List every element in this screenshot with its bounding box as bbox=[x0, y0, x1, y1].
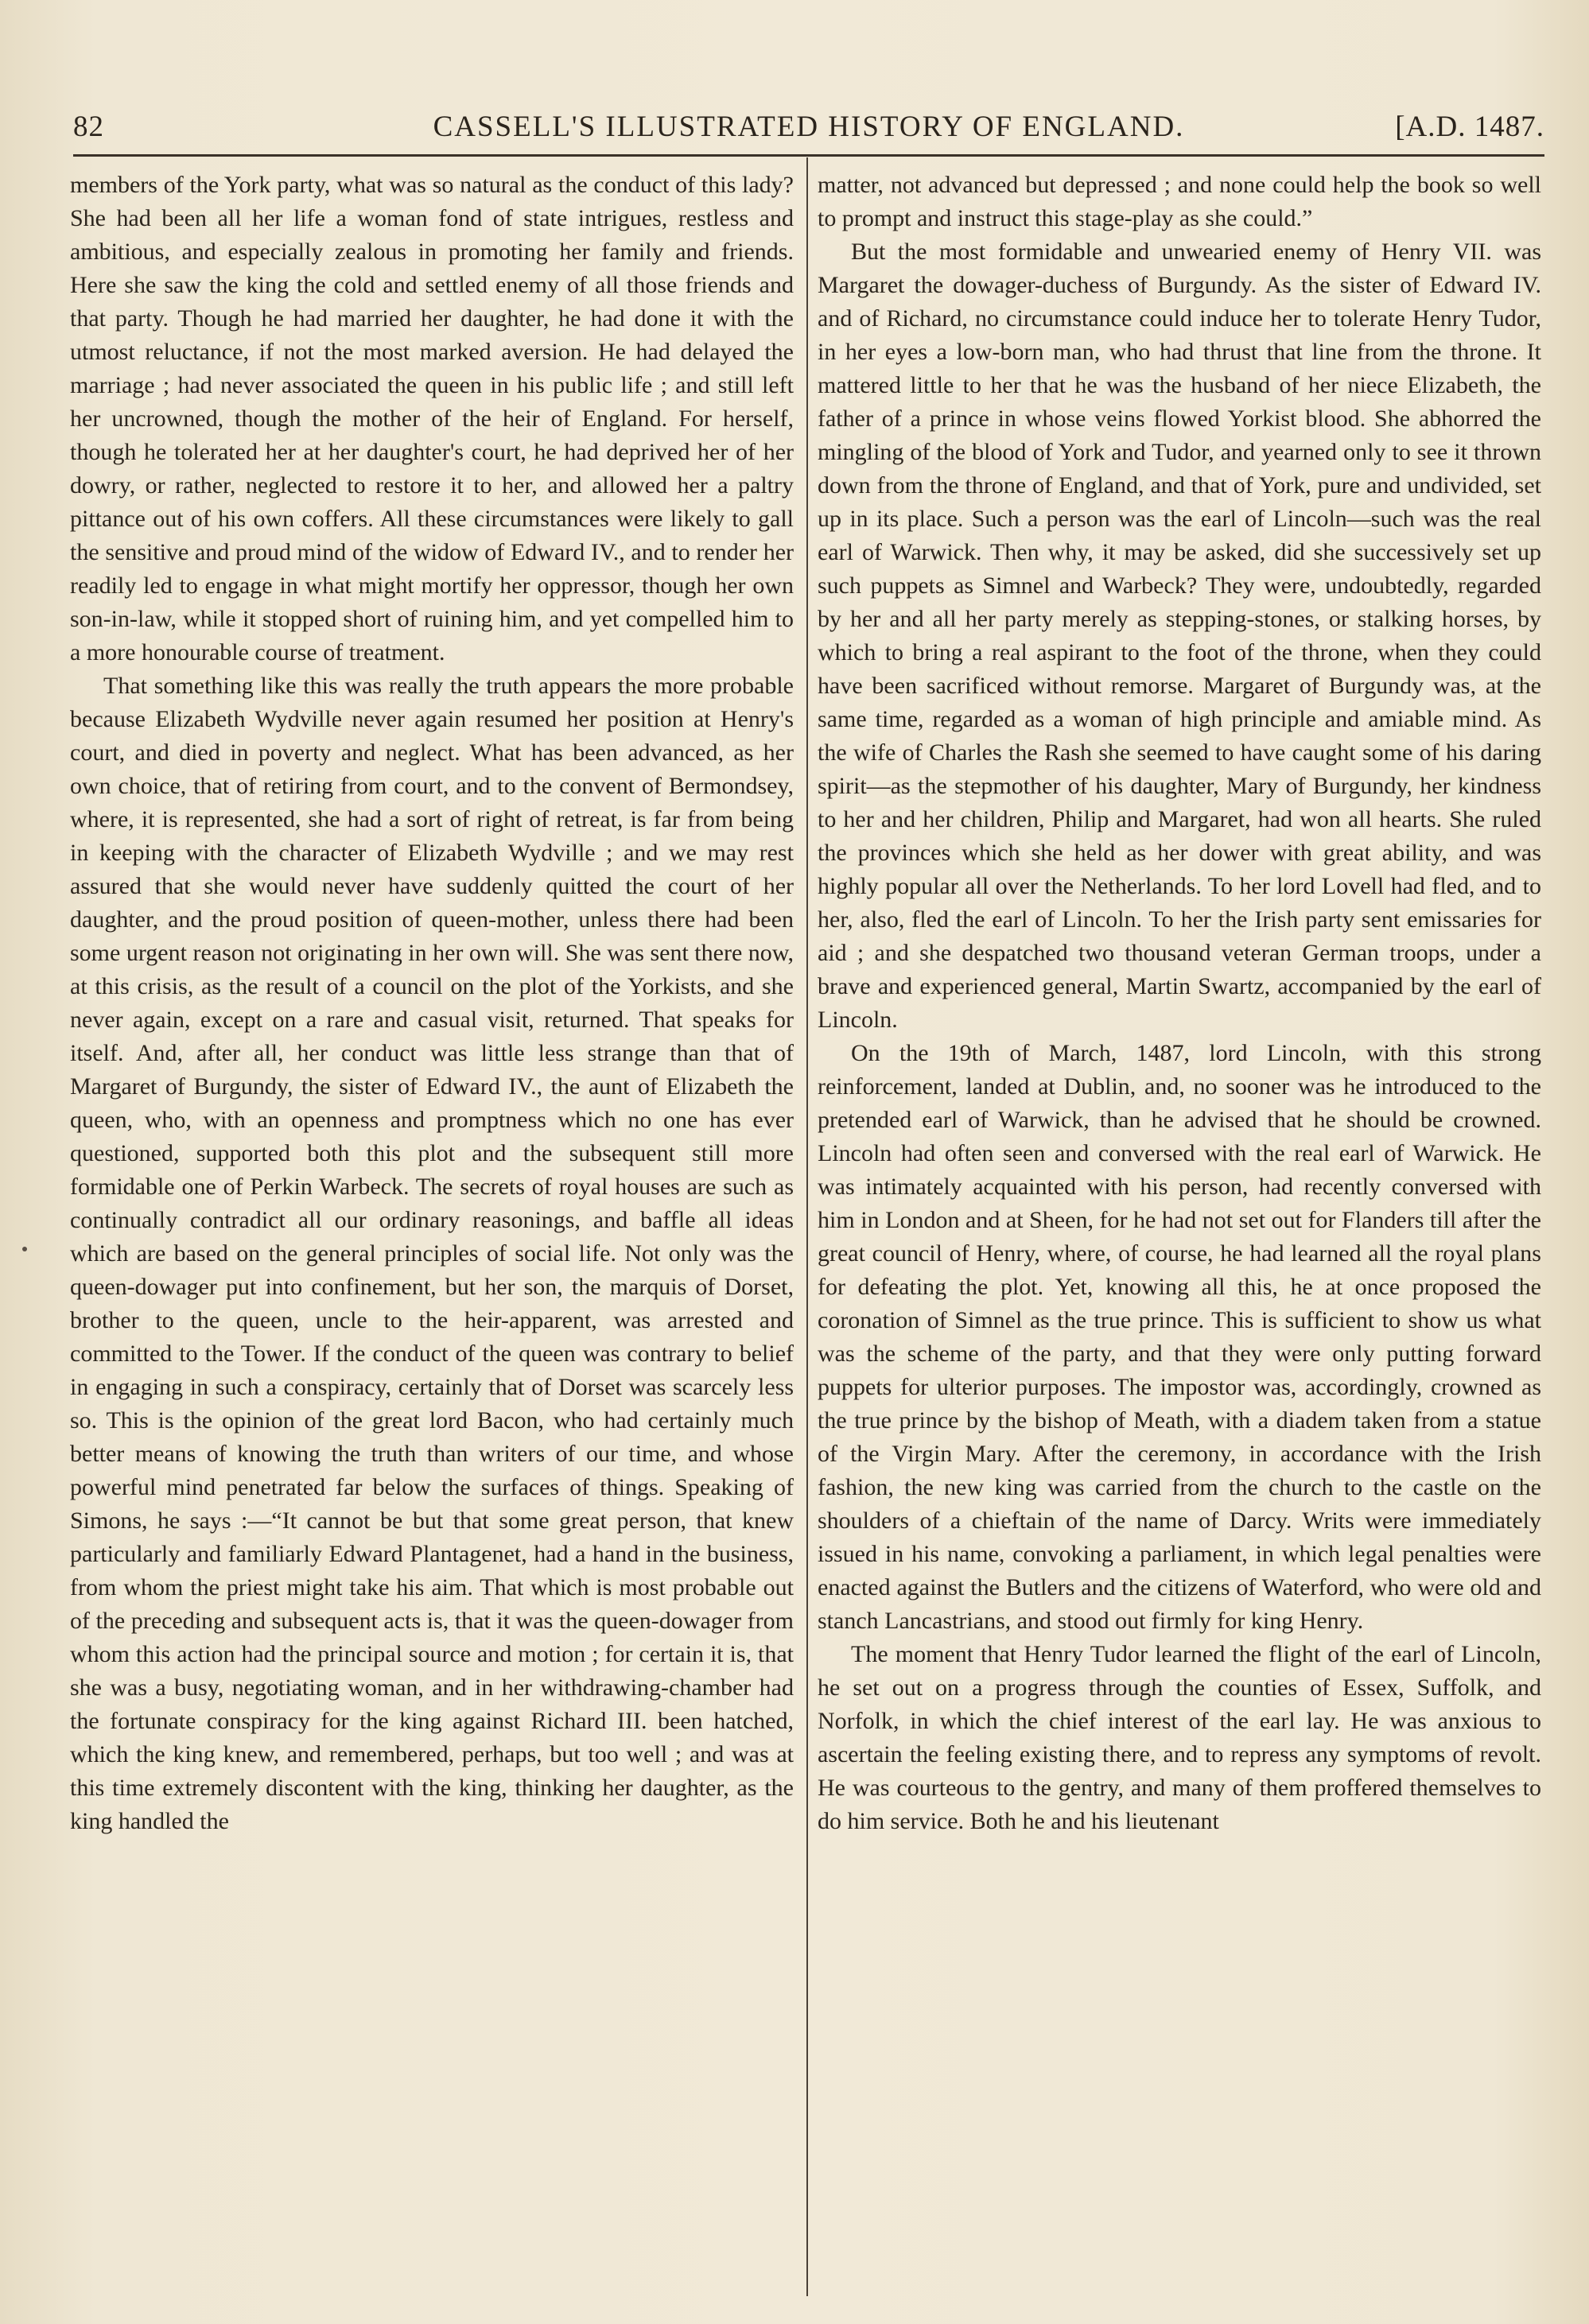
right-column bbox=[818, 169, 1541, 2307]
left-column bbox=[70, 169, 794, 2307]
paragraph: But the most formidable and unwearied enemy of Henry VII. was Margaret the dowager-duchess of Burgundy. As the sister of Edward IV. and of Richard, no circumstance could induce her to tolerate Henry Tudor, in her eyes a low-born man, who had thrust that line from the throne. It mattered little to her that he was the husband of her niece Elizabeth, the father of a prince in whose veins flowed Yorkist blood. She abhorred the mingling of the blood of York and Tudor, and yearned only to see it thrown down from the throne of England, and that of York, pure and undivided, set up in its place. Such a person was the earl of Lincoln—such was the real earl of Warwick. Then why, it may be asked, did she successively set up such puppets as Simnel and Warbeck? They were, undoubtedly, regarded by her and all her party merely as stepping-stones, or stalking horses, by which to bring a real aspirant to the foot of the throne, when they could have been sacrificed without remorse. Margaret of Burgundy was, at the same time, regarded as a woman of high principle and amiable mind. As the wife of Charles the Rash she seemed to have caught some of his daring spirit—as the stepmother of his daughter, Mary of Burgundy, her kindness to her and her children, Philip and Margaret, had won all hearts. She ruled the provinces which she held as her dower with great ability, and was highly popular all over the Netherlands. To her lord Lovell had fled, and to her, also, fled the earl of Lincoln. To her the Irish party sent emissaries for aid ; and she despatched two thousand veteran German troops, under a brave and experienced general, Martin Swartz, accompanied by the earl of Lincoln. bbox=[818, 239, 1541, 1033]
paragraph: That something like this was really the truth appears the more probable because Elizabeth Wydville never again resumed her position at Henry's court, and died in poverty and neglect. What has been advanced, as her own choice, that of retiring from court, and to the convent of Bermondsey, where, it is represented, she had a sort of right of retreat, is far from being in keeping with the character of Elizabeth Wydville ; and we may rest assured that she would never have suddenly quitted the court of her daughter, and the proud position of queen-mother, unless there had been some urgent reason not originating in her own will. She was sent there now, at this crisis, as the result of a council on the plot of the Yorkists, and she never again, except on a rare and casual visit, returned. That speaks for itself. And, after all, her conduct was little less strange than that of Margaret of Burgundy, the sister of Edward IV., the aunt of Elizabeth the queen, who, with an openness and promptness which no one has ever questioned, supported both this plot and the subsequent still more formidable one of Perkin Warbeck. The secrets of royal houses are such as continually contradict all our ordinary reasonings, and baffle all ideas which are based on the general principles of social life. Not only was the queen-dowager put into confinement, but her son, the marquis of Dorset, brother to the queen, uncle to the heir-apparent, was arrested and committed to the Tower. If the conduct of the queen was contrary to belief in engaging in such a conspiracy, certainly that of Dorset was scarcely less so. This is the opinion of the great lord Bacon, who had certainly much better means of knowing the truth than writers of our time, and whose powerful mind penetrated far below the surfaces of things. Speaking of Simons, he says :—“It cannot be but that some great person, that knew particularly and familiarly Edward Plantagenet, had a hand in the business, from whom the priest might take his aim. That which is most probable out of the preceding and subsequent acts is, that it was the queen-dowager from whom this action had the principal source and motion ; for certain it is, that she was a busy, negotiating woman, and in her withdrawing-chamber had the fortunate conspiracy for the king against Richard III. been hatched, which the king knew, and remembered, perhaps, but too well ; and was at this time extremely discontent with the king, thinking her daughter, as the king handled the bbox=[70, 673, 794, 1834]
paragraph: On the 19th of March, 1487, lord Lincoln, with this strong reinforcement, landed at Dublin, and, no sooner was he introduced to the pretended earl of Warwick, than he advised that he should be crowned. Lincoln had often seen and conversed with the real earl of Warwick. He was intimately acquainted with his person, had recently conversed with him in London and at Sheen, for he had not set out for Flanders till after the great council of Henry, where, of course, he had learned all the royal plans for defeating the plot. Yet, knowing all this, he at once proposed the coronation of Simnel as the true prince. This is sufficient to show us what was the scheme of the party, and that they were only putting forward puppets for ulterior purposes. The impostor was, accordingly, crowned as the true prince by the bishop of Meath, with a diadem taken from a statue of the Virgin Mary. After the ceremony, in accordance with the Irish fashion, the new king was carried from the church to the castle on the shoulders of a chieftain of the name of Darcy. Writs were immediately issued in his name, convoking a parliament, in which legal penalties were enacted against the Butlers and the citizens of Waterford, who were old and stanch Lancastrians, and stood out firmly for king Henry. bbox=[818, 1040, 1541, 1634]
paragraph: The moment that Henry Tudor learned the flight of the earl of Lincoln, he set out on a progress through the counties of Essex, Suffolk, and Norfolk, in which the chief interest of the earl lay. He was anxious to ascertain the feeling existing there, and to repress any symptoms of revolt. He was courteous to the gentry, and many of them proffered themselves to do him service. Both he and his lieutenant bbox=[818, 1641, 1541, 1834]
page-number: 82 bbox=[73, 111, 104, 143]
column-divider bbox=[806, 157, 808, 2296]
margin-mark bbox=[22, 1247, 27, 1251]
running-title: CASSELL'S ILLUSTRATED HISTORY OF ENGLAND. bbox=[433, 111, 1185, 143]
date-marker: [A.D. 1487. bbox=[1395, 111, 1544, 143]
header-rule bbox=[73, 154, 1544, 157]
paragraph: members of the York party, what was so natural as the conduct of this lady? She had been all her life a woman fond of state intrigues, restless and ambitious, and especially zealous in promoting her family and friends. Here she saw the king the cold and settled enemy of all those friends and that party. Though he had married her daughter, he had done it with the utmost reluctance, if not the most marked aversion. He had delayed the marriage ; had never associated the queen in his public life ; and still left her uncrowned, though the mother of the heir of England. For herself, though he tolerated her at her daughter's court, he had deprived her of her dowry, or rather, neglected to restore it to her, and allowed her a paltry pittance out of his own coffers. All these circumstances were likely to gall the sensitive and proud mind of the widow of Edward IV., and to render her readily led to engage in what might mortify her oppressor, though her own son-in-law, while it stopped short of ruining him, and yet compelled him to a more honourable course of treatment. bbox=[70, 172, 794, 665]
running-header bbox=[73, 110, 1544, 154]
paragraph: matter, not advanced but depressed ; and none could help the book so well to prompt and instruct this stage-play as she could.” bbox=[818, 172, 1541, 231]
